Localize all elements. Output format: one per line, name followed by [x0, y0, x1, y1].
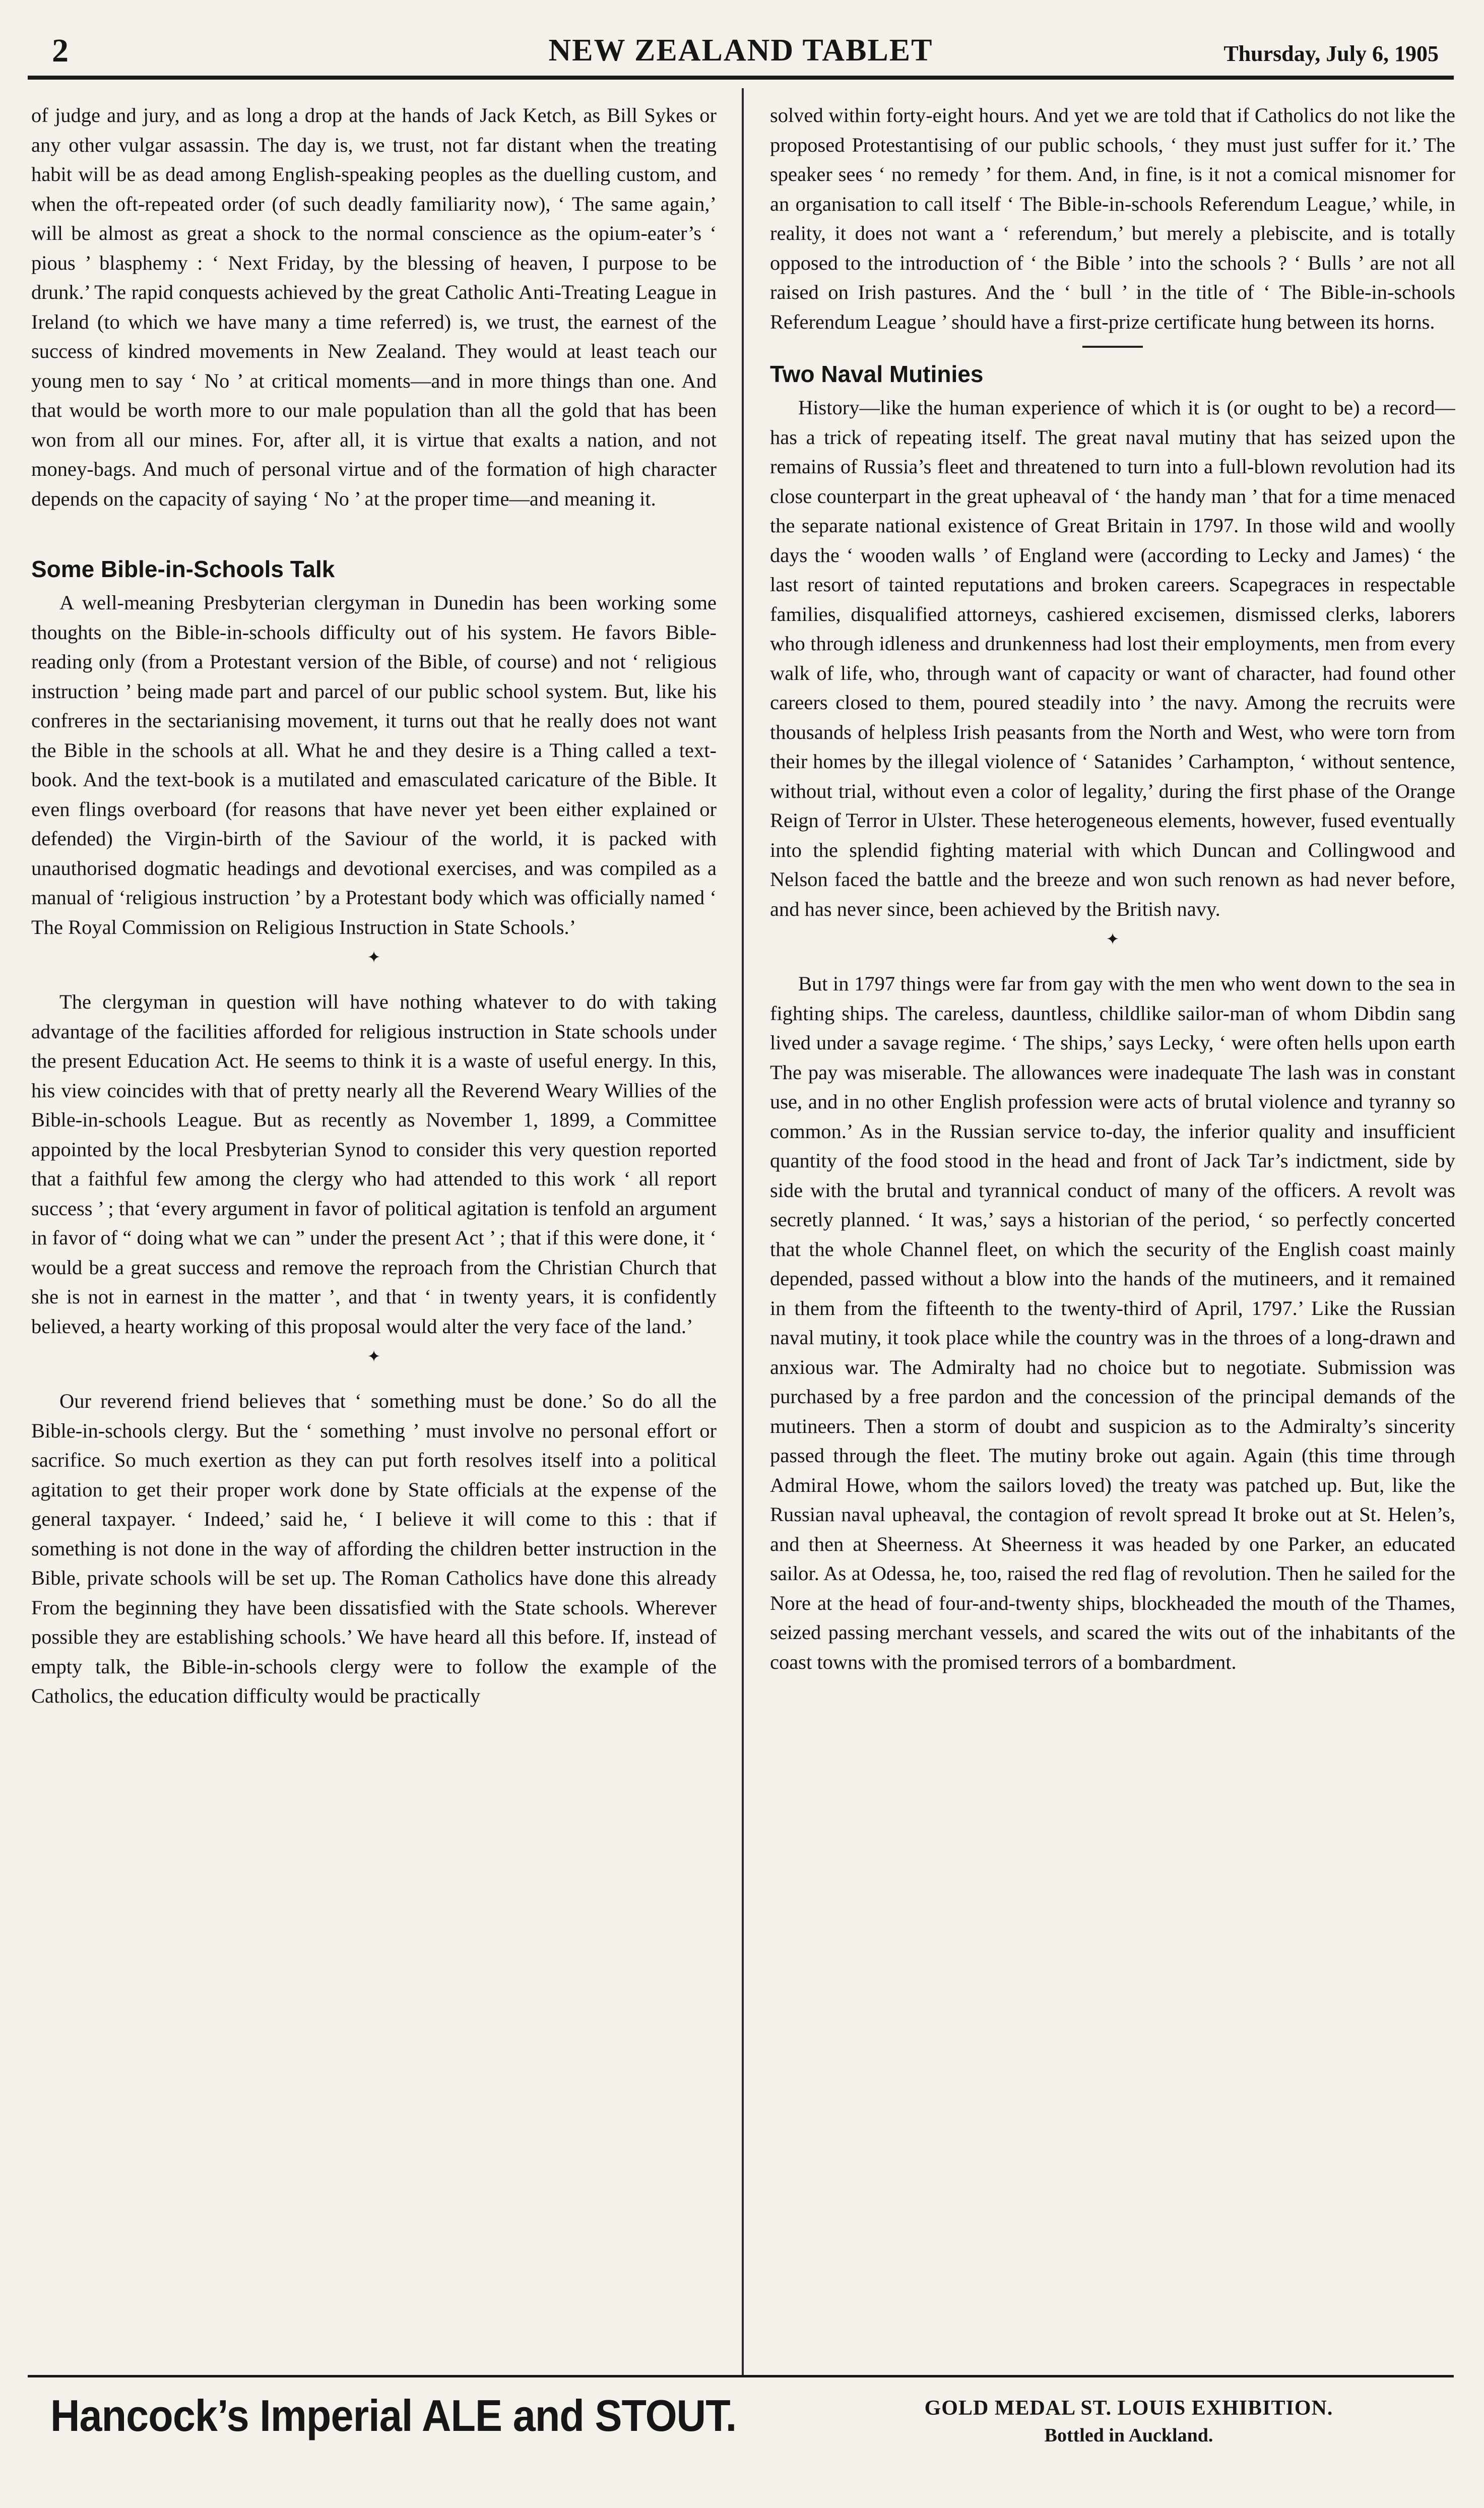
- continued-paragraph: of judge and jury, and as long a drop at the hands of Jack Ketch, as Bill Sykes or any other vulgar assassin. The day is, we trust, not far distant when the treating habit will be as dead among English-speaking peoples as the duelling custom, and when the oft-repeated order (of such deadly familiarity now), ‘ The same again,’ will be almost as great a shock to the normal conscience as the opium-eater’s ‘ pious ’ blasphemy : ‘ Next Friday, by the blessing of heaven, I purpose to be drunk.’ The rapid conquests achieved by the great Catholic Anti-Treating League in Ireland (to which we have many a time referred) is, we trust, the earnest of the success of kindred movements in New Zealand. They would at least teach our young men to say ‘ No ’ at critical moments—and in more things than one. And that would be worth more to our male population than all the gold that has been won from all our mines. For, after all, it is virtue that exalts a nation, and not money-bags. And much of personal virtue and of the formation of high character depends on the capacity of saying ‘ No ’ at the proper time—and meaning it.: [31, 104, 717, 510]
- right-column: [770, 101, 1455, 2369]
- article-paragraph: The clergyman in question will have nothing whatever to do with taking advantage of the facilities afforded for religious instruction in State schools under the present Education Act. He seems to think it is a waste of useful energy. In this, his view coincides with that of pretty nearly all the Reverend Weary Willies of the Bible-in-schools League. But as recently as November 1, 1899, a Committee appointed by the local Presbyterian Synod to consider this very question reported that a faithful few among the clergy who had attended to this work ‘ all report success ’ ; that ‘every argument in favor of political agitation is tenfold an argument in favor of “ doing what we can ” under the present Act ’ ; that if this were done, it ‘ would be a great success and remove the reproach from the Christian Church that she is not in earnest in the matter ’, and that ‘ in twenty years, it is confidently believed, a hearty working of this proposal would alter the very face of the land.’: [31, 990, 717, 1338]
- masthead: [28, 28, 1454, 78]
- advertisement-bottler: Bottled in Auckland.: [1044, 2425, 1213, 2446]
- section-rule: [1082, 346, 1143, 348]
- section-heading-naval-mutinies: Two Naval Mutinies: [770, 361, 984, 387]
- continued-paragraph: solved within forty-eight hours. And yet we are told that if Catholics do not like the proposed Protestantising of our public schools, ‘ they must just suffer for it.’ The speaker sees ‘ no remedy ’ for them. And, in fine, is it not a comical misnomer for an organisation to call itself ‘ The Bible-in-schools Referendum League,’ while, in reality, it does not want a ‘ referendum,’ but merely a plebiscite, and is totally opposed to the introduction of ‘ the Bible ’ into the schools ? ‘ Bulls ’ are not all raised on Irish pastures. And the ‘ bull ’ in the title of ‘ The Bible-in-schools Referendum League ’ should have a first-prize certificate hung between its horns.: [770, 104, 1455, 333]
- star-separator: ✦: [367, 948, 381, 966]
- column-divider: [742, 88, 744, 2376]
- star-separator: ✦: [1106, 930, 1120, 948]
- issue-date: Thursday, July 6, 1905: [1223, 41, 1439, 66]
- article-paragraph: Our reverend friend believes that ‘ something must be done.’ So do all the Bible-in-schools clergy. But the ‘ something ’ must involve no personal effort or sacrifice. So much exertion as they can put forth resolves itself into a political agitation to get their proper work done by State officials at the expense of the general taxpayer. ‘ Indeed,’ said he, ‘ I believe it will come to this : that if something is not done in the way of affording the children better instruction in the Bible, private schools will be set up. The Roman Catholics have done this already From the beginning they have been dissatisfied with the State schools. Wherever possible they are establishing schools.’ We have heard all this before. If, instead of empty talk, the Bible-in-schools clergy were to follow the example of the Catholics, the education difficulty would be practically: [31, 1390, 717, 1707]
- advertisement-headline: Hancock’s Imperial ALE and STOUT.: [50, 2391, 737, 2440]
- article-paragraph: History—like the human experience of which it is (or ought to be) a record—has a trick of repeating itself. The great naval mutiny that has seized upon the remains of Russia’s fleet and threatened to turn into a full-blown revolution had its close counterpart in the great upheaval of ‘ the handy man ’ that for a time menaced the separate national existence of Great Britain in 1797. In those wild and woolly days the ‘ wooden walls ’ of England were (according to Lecky and James) ‘ the last resort of tainted reputations and broken careers. Scapegraces in respectable families, disqualified attorneys, cashiered excisemen, dismissed clerks, laborers who through idleness and drunkenness had lost their employments, men from every walk of life, who, through want of capacity or want of character, had found other careers closed to them, poured steadily into ’ the navy. Among the recruits were thousands of helpless Irish peasants from the North and West, who were torn from their homes by the illegal violence of ‘ Satanides ’ Carhampton, ‘ without sentence, without trial, without even a color of legality,’ during the first phase of the Orange Reign of Terror in Ulster. These heterogeneous elements, however, fused eventually into the splendid fighting material with which Duncan and Collingwood and Nelson faced the battle and the breeze and won such renown as had never before, and has never since, been achieved by the British navy.: [770, 396, 1455, 920]
- article-paragraph: But in 1797 things were far from gay with the men who went down to the sea in fighting ships. The careless, dauntless, childlike sailor-man of whom Dibdin sang lived under a savage regime. ‘ The ships,’ says Lecky, ‘ were often hells upon earth The pay was miserable. The allowances were inadequate The lash was in constant use, and in no other English profession were acts of brutal violence and tyranny so common.’ As in the Russian service to-day, the inferior quality and insufficient quantity of the food stood in the head and front of Jack Tar’s indictment, side by side with the brutal and tyrannical conduct of many of the officers. A revolt was secretly planned. ‘ It was,’ says a historian of the period, ‘ so perfectly concerted that the whole Channel fleet, on which the security of the English coast mainly depended, passed without a blow into the hands of the mutineers, and it remained in them from the fifteenth to the twenty-third of April, 1797.’ Like the Russian naval mutiny, it took place while the country was in the throes of a long-drawn and anxious war. The Admiralty had no choice but to negotiate. Submission was purchased by a free pardon and the concession of the principal demands of the mutineers. Then a storm of doubt and suspicion as to the Admiralty’s sincerity passed through the fleet. The mutiny broke out again. Again (this time through Admiral Howe, whom the sailors loved) the treaty was patched up. But, like the Russian naval upheaval, the contagion of revolt spread It broke out at St. Helen’s, and then at Sheerness. At Sheerness it was headed by one Parker, an educated sailor. As at Odessa, he, too, raised the red flag of revolution. Then he sailed for the Nore at the head of four-and-twenty ships, blockheaded the mouth of the Thames, seized passing merchant vessels, and scared the wits out of the inhabitants of the coast towns with the promised terrors of a bombardment.: [770, 972, 1455, 1673]
- section-heading-bible-in-schools: Some Bible-in-Schools Talk: [31, 556, 335, 582]
- footer-rule: [28, 2375, 1454, 2377]
- paper-title: NEW ZEALAND TABLET: [548, 33, 933, 68]
- masthead-rule: [28, 76, 1454, 80]
- page-number: 2: [52, 32, 69, 69]
- advertisement-details: [877, 2394, 1381, 2449]
- left-column: [31, 101, 717, 2369]
- advertisement-award: GOLD MEDAL ST. LOUIS EXHIBITION.: [924, 2397, 1333, 2420]
- article-paragraph: A well-meaning Presbyterian clergyman in Dunedin has been working some thoughts on the Bible-in-schools difficulty out of his system. He favors Bible-reading only (from a Protestant version of the Bible, of course) and not ‘ religious instruction ’ being made part and parcel of our public school system. But, like his confreres in the sectarianising movement, it turns out that he really does not want the Bible in the schools at all. What he and they desire is a Thing called a text-book. And the text-book is a mutilated and emasculated caricature of the Bible. It even flings overboard (for reasons that have never yet been either explained or defended) the Virgin-birth of the Saviour of the world, it is packed with unauthorised dogmatic headings and devotional exercises, and was compiled as a manual of ‘religious instruction ’ by a Protestant body which was officially named ‘ The Royal Commission on Religious Instruction in State Schools.’: [31, 591, 717, 938]
- star-separator: ✦: [367, 1347, 381, 1365]
